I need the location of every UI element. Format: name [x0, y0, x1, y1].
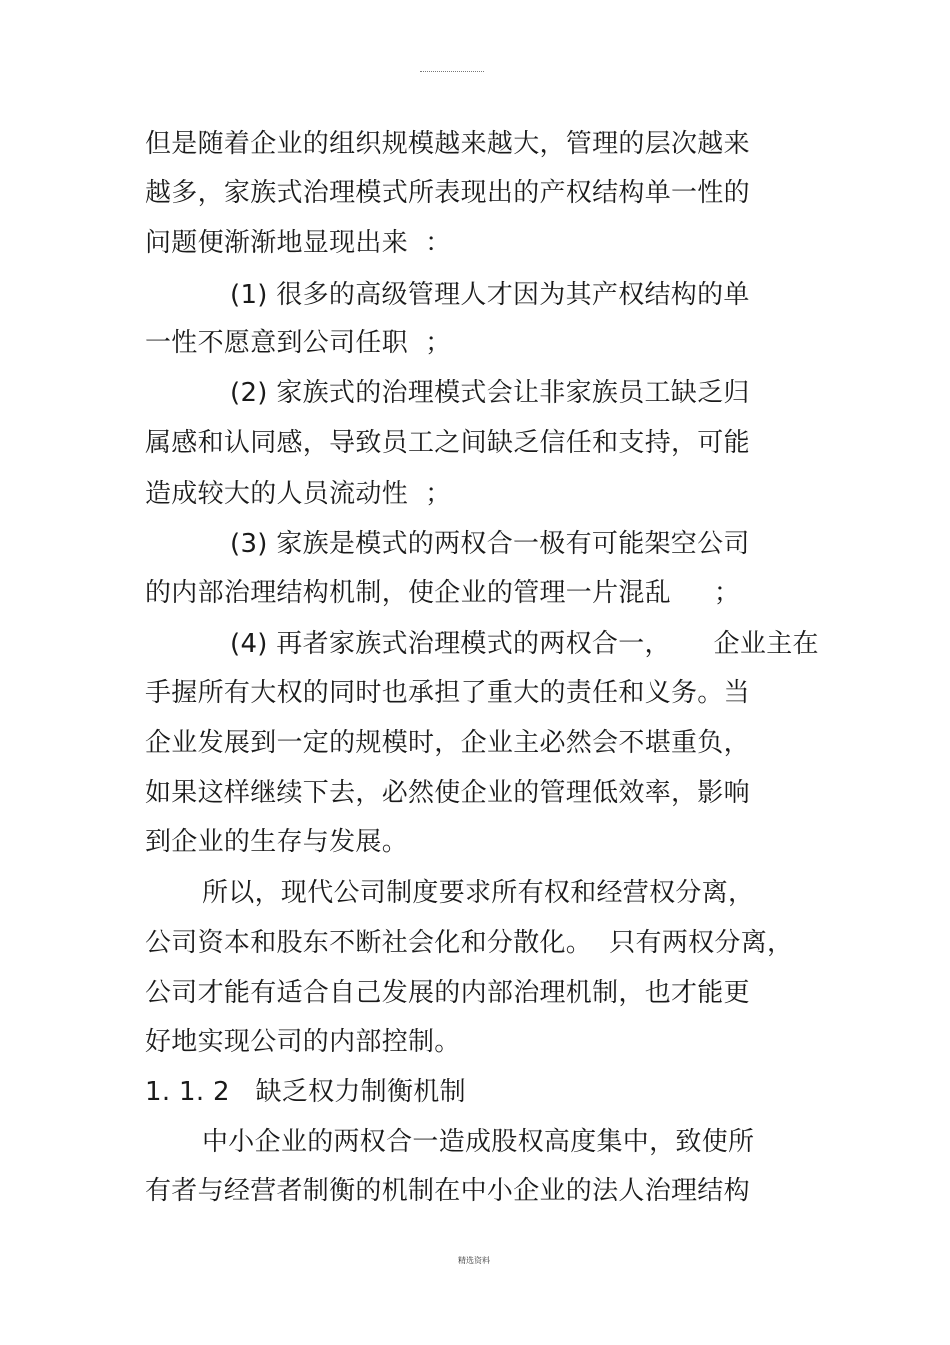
paragraph-line: 公司才能有适合自己发展的内部治理机制，也才能更: [145, 978, 750, 1008]
paragraph-line: 好地实现公司的内部控制。: [145, 1027, 461, 1057]
paragraph-line: 属感和认同感，导致员工之间缺乏信任和支持，可能: [145, 428, 750, 458]
paragraph-line: 造成较大的人员流动性 ；: [145, 479, 452, 509]
paragraph-line: 一性不愿意到公司任职 ；: [145, 328, 452, 358]
paragraph-line: 中小企业的两权合一造成股权高度集中，致使所: [202, 1127, 755, 1157]
list-item-1: (1) 很多的高级管理人才因为其产权结构的单: [230, 280, 750, 310]
paragraph-line: 企业发展到一定的规模时，企业主必然会不堪重负，: [145, 728, 750, 758]
list-item-3: (3) 家族是模式的两权合一极有可能架空公司: [230, 529, 750, 559]
paragraph-line: 问题便渐渐地显现出来 ：: [145, 228, 452, 258]
paragraph-line: 但是随着企业的组织规模越来越大，管理的层次越来: [145, 129, 750, 159]
section-heading: 1. 1. 2 缺乏权力制衡机制: [145, 1077, 466, 1107]
page-footer: 精选资料: [458, 1256, 490, 1265]
list-item-2: (2) 家族式的治理模式会让非家族员工缺乏归: [230, 378, 750, 408]
paragraph-line: 所以，现代公司制度要求所有权和经营权分离，: [202, 878, 755, 908]
paragraph-line: 的内部治理结构机制，使企业的管理一片混乱 ；: [145, 578, 741, 608]
paragraph-line: 到企业的生存与发展。: [145, 827, 409, 857]
paragraph-line: 如果这样继续下去，必然使企业的管理低效率，影响: [145, 778, 750, 808]
paragraph-line: 越多，家族式治理模式所表现出的产权结构单一性的: [145, 178, 750, 208]
paragraph-line: 有者与经营者制衡的机制在中小企业的法人治理结构: [145, 1176, 750, 1206]
paragraph-line: 公司资本和股东不断社会化和分散化。 只有两权分离，: [145, 928, 794, 958]
paragraph-line: 手握所有大权的同时也承担了重大的责任和义务。当: [145, 678, 750, 708]
list-item-4: (4) 再者家族式治理模式的两权合一， 企业主在: [230, 629, 819, 659]
header-divider: [420, 71, 484, 72]
